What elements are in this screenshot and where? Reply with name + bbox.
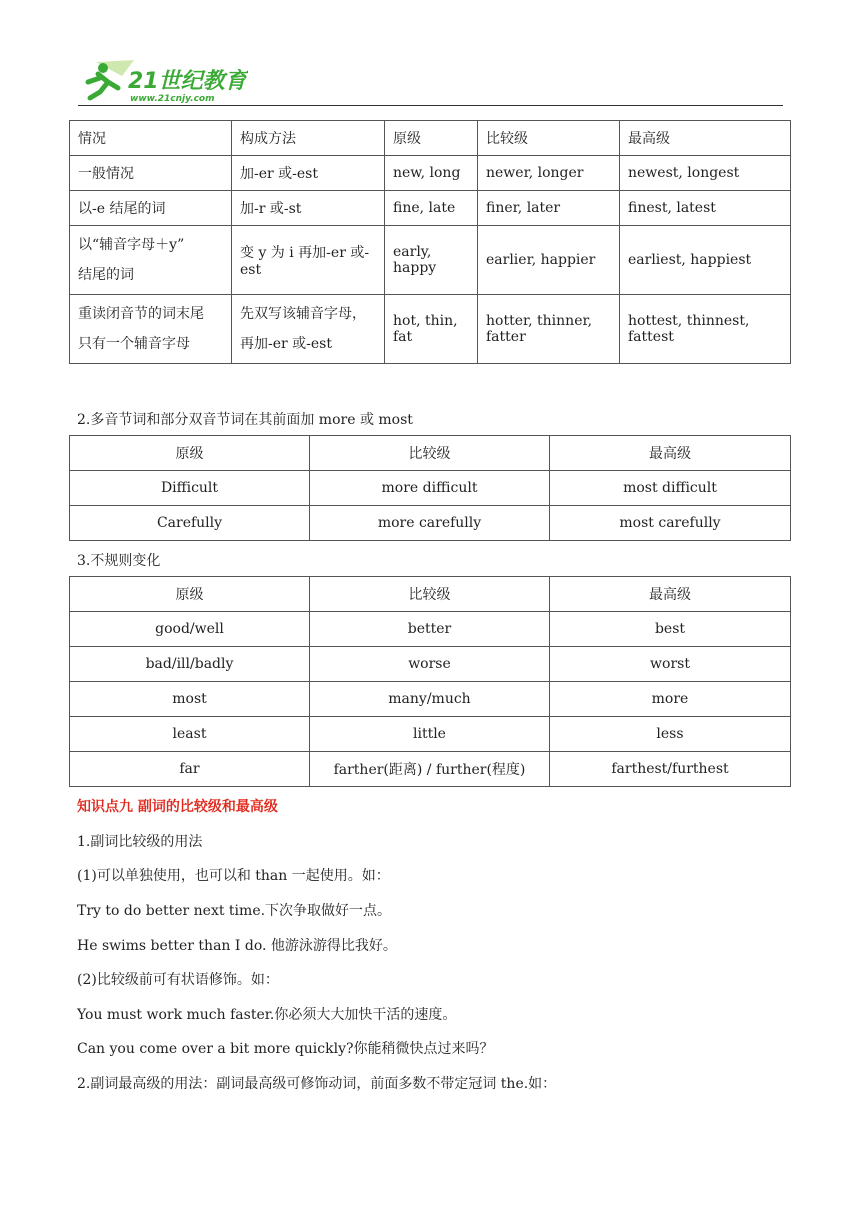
table-row [70,612,791,647]
table-cell: Carefully [70,506,310,541]
table-cell: far [70,752,310,787]
table-irregular [69,576,791,787]
header-rule [78,105,783,106]
cell-line: 先双写该辅音字母， [240,306,366,322]
header-cell: 比较级 [478,121,620,156]
cell-line: 结尾的词 [78,267,134,283]
table-row [70,752,791,787]
table-cell: hottest, thinnest, fattest [620,295,791,364]
table-cell: more [550,682,791,717]
table-cell: 加-er 或-est [232,156,385,191]
body-line: 2.副词最高级的用法：副词最高级可修饰动词，前面多数不带定冠词 the.如： [77,1076,557,1092]
header-cell: 原级 [70,577,310,612]
table-cell: early, happy [385,226,478,295]
header-cell: 情况 [70,121,232,156]
body-line: Try to do better next time.下次争取做好一点。 [77,903,392,919]
table-cell: most carefully [550,506,791,541]
knowledge-point-title: 知识点九 副词的比较级和最高级 [77,799,278,815]
table-row [70,506,791,541]
table-row [70,156,791,191]
table-cell: best [550,612,791,647]
table-row [70,717,791,752]
cell-line: 重读闭音节的词末尾 [78,306,204,322]
table-cell: most [70,682,310,717]
header-cell: 最高级 [550,577,791,612]
table-header-row [70,121,791,156]
table-header-row [70,436,791,471]
table-cell: farthest/furthest [550,752,791,787]
table-row [70,647,791,682]
logo [78,58,248,104]
header-cell: 比较级 [310,436,550,471]
table-cell: hotter, thinner, fatter [478,295,620,364]
table-row [70,226,791,295]
section2-title: 2.多音节词和部分双音节词在其前面加 more 或 most [77,412,413,428]
table-header-row [70,577,791,612]
logo-url: www.21cnjy.com [130,94,215,104]
table-cell: 一般情况 [70,156,232,191]
body-line: (2)比较级前可有状语修饰。如： [77,972,279,988]
table-adjective-regular [69,120,791,364]
table-cell: 以-e 结尾的词 [70,191,232,226]
header-cell: 最高级 [550,436,791,471]
table-cell [70,226,232,295]
body-line: He swims better than I do. 他游泳游得比我好。 [77,938,397,954]
table-cell: Difficult [70,471,310,506]
cell-line: 再加-er 或-est [240,336,332,352]
table-cell: 变 y 为 i 再加-er 或-est [232,226,385,295]
page-header [78,58,783,106]
table-cell: finer, later [478,191,620,226]
logo-text: 21世纪教育 [128,69,247,94]
table-cell: better [310,612,550,647]
cell-line: 只有一个辅音字母 [78,336,190,352]
body-line: You must work much faster.你必须大大加快干活的速度。 [77,1007,457,1023]
body-line: Can you come over a bit more quickly?你能稍微快点过来吗？ [77,1041,494,1057]
table-cell: fine, late [385,191,478,226]
table-cell: new, long [385,156,478,191]
table-cell: newest, longest [620,156,791,191]
table-row [70,295,791,364]
table-cell: hot, thin, fat [385,295,478,364]
table-cell: 加-r 或-st [232,191,385,226]
table-cell: earliest, happiest [620,226,791,295]
table-cell: most difficult [550,471,791,506]
table-row [70,471,791,506]
table-cell: worst [550,647,791,682]
table-cell: more difficult [310,471,550,506]
section3-title: 3.不规则变化 [77,553,161,569]
table-cell: newer, longer [478,156,620,191]
table-cell [232,295,385,364]
header-cell: 最高级 [620,121,791,156]
table-row [70,682,791,717]
table-cell: good/well [70,612,310,647]
table-cell: earlier, happier [478,226,620,295]
table-cell: farther(距离) / further(程度) [310,752,550,787]
table-cell: less [550,717,791,752]
table-cell: finest, latest [620,191,791,226]
body-line: 1.副词比较级的用法 [77,834,203,850]
body-line: (1)可以单独使用，也可以和 than 一起使用。如： [77,868,390,884]
table-cell: more carefully [310,506,550,541]
table-cell: many/much [310,682,550,717]
table-polysyllabic [69,435,791,541]
table-cell: worse [310,647,550,682]
table-cell [70,295,232,364]
header-cell: 原级 [385,121,478,156]
header-cell: 原级 [70,436,310,471]
table-row [70,191,791,226]
cell-line: 以“辅音字母＋y” [78,237,185,253]
header-cell: 构成方法 [232,121,385,156]
table-cell: little [310,717,550,752]
table-cell: bad/ill/badly [70,647,310,682]
header-cell: 比较级 [310,577,550,612]
table-cell: least [70,717,310,752]
